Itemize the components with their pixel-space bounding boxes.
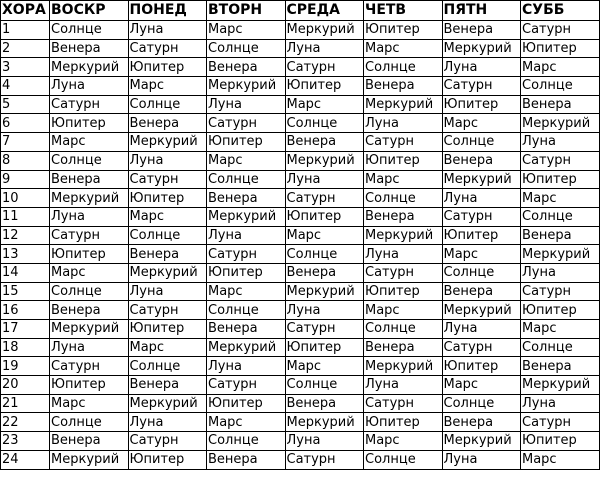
sunday-cell: Венера (50, 39, 129, 58)
tuesday-cell: Сатурн (207, 376, 286, 395)
wednesday-cell: Меркурий (285, 21, 364, 40)
friday-cell: Юпитер (442, 226, 521, 245)
saturday-cell: Юпитер (521, 432, 600, 451)
thursday-cell: Марс (364, 39, 443, 58)
monday-cell: Сатурн (128, 432, 207, 451)
sunday-cell: Солнце (50, 282, 129, 301)
friday-cell: Венера (442, 151, 521, 170)
sunday-cell: Марс (50, 394, 129, 413)
sunday-cell: Сатурн (50, 357, 129, 376)
hora-cell: 15 (1, 282, 50, 301)
monday-cell: Юпитер (128, 189, 207, 208)
monday-cell: Сатурн (128, 301, 207, 320)
saturday-cell: Сатурн (521, 413, 600, 432)
sunday-cell: Сатурн (50, 226, 129, 245)
hora-cell: 7 (1, 133, 50, 152)
saturday-cell: Юпитер (521, 170, 600, 189)
monday-cell: Меркурий (128, 263, 207, 282)
tuesday-cell: Луна (207, 95, 286, 114)
thursday-cell: Сатурн (364, 394, 443, 413)
tuesday-cell: Венера (207, 450, 286, 469)
table-row (1, 114, 600, 133)
table-row (1, 21, 600, 40)
friday-cell: Сатурн (442, 207, 521, 226)
wednesday-cell: Венера (285, 263, 364, 282)
friday-cell: Марс (442, 245, 521, 264)
wednesday-cell: Меркурий (285, 413, 364, 432)
wednesday-cell: Юпитер (285, 77, 364, 96)
monday-cell: Юпитер (128, 450, 207, 469)
table-header (1, 1, 600, 21)
table-row (1, 320, 600, 339)
hora-cell: 12 (1, 226, 50, 245)
hora-cell: 19 (1, 357, 50, 376)
monday-cell: Марс (128, 338, 207, 357)
table-row (1, 338, 600, 357)
saturday-cell: Луна (521, 394, 600, 413)
tuesday-cell: Марс (207, 151, 286, 170)
wednesday-cell: Солнце (285, 114, 364, 133)
header-tuesday: ВТОРН (207, 1, 286, 21)
wednesday-cell: Солнце (285, 245, 364, 264)
friday-cell: Солнце (442, 394, 521, 413)
wednesday-cell: Марс (285, 226, 364, 245)
saturday-cell: Солнце (521, 207, 600, 226)
friday-cell: Луна (442, 450, 521, 469)
sunday-cell: Луна (50, 207, 129, 226)
saturday-cell: Марс (521, 450, 600, 469)
sunday-cell: Венера (50, 432, 129, 451)
wednesday-cell: Меркурий (285, 151, 364, 170)
friday-cell: Луна (442, 320, 521, 339)
sunday-cell: Луна (50, 338, 129, 357)
friday-cell: Венера (442, 413, 521, 432)
monday-cell: Солнце (128, 226, 207, 245)
wednesday-cell: Юпитер (285, 207, 364, 226)
table-row (1, 432, 600, 451)
friday-cell: Марс (442, 376, 521, 395)
table-row (1, 226, 600, 245)
friday-cell: Юпитер (442, 357, 521, 376)
table-body (1, 21, 600, 470)
tuesday-cell: Венера (207, 58, 286, 77)
saturday-cell: Луна (521, 133, 600, 152)
sunday-cell: Меркурий (50, 450, 129, 469)
saturday-cell: Венера (521, 226, 600, 245)
table-row (1, 39, 600, 58)
sunday-cell: Венера (50, 170, 129, 189)
tuesday-cell: Сатурн (207, 114, 286, 133)
hora-cell: 8 (1, 151, 50, 170)
monday-cell: Венера (128, 376, 207, 395)
saturday-cell: Марс (521, 320, 600, 339)
header-friday: ПЯТН (442, 1, 521, 21)
tuesday-cell: Луна (207, 357, 286, 376)
monday-cell: Венера (128, 114, 207, 133)
thursday-cell: Юпитер (364, 282, 443, 301)
tuesday-cell: Меркурий (207, 207, 286, 226)
wednesday-cell: Сатурн (285, 189, 364, 208)
monday-cell: Юпитер (128, 58, 207, 77)
thursday-cell: Юпитер (364, 413, 443, 432)
sunday-cell: Юпитер (50, 114, 129, 133)
thursday-cell: Марс (364, 170, 443, 189)
tuesday-cell: Солнце (207, 432, 286, 451)
monday-cell: Венера (128, 245, 207, 264)
table-row (1, 133, 600, 152)
tuesday-cell: Марс (207, 413, 286, 432)
wednesday-cell: Луна (285, 432, 364, 451)
table-row (1, 245, 600, 264)
tuesday-cell: Юпитер (207, 263, 286, 282)
tuesday-cell: Марс (207, 21, 286, 40)
table-row (1, 151, 600, 170)
sunday-cell: Марс (50, 133, 129, 152)
sunday-cell: Меркурий (50, 58, 129, 77)
table-row (1, 58, 600, 77)
hora-cell: 22 (1, 413, 50, 432)
saturday-cell: Меркурий (521, 376, 600, 395)
friday-cell: Сатурн (442, 338, 521, 357)
friday-cell: Луна (442, 58, 521, 77)
sunday-cell: Солнце (50, 21, 129, 40)
friday-cell: Меркурий (442, 301, 521, 320)
hora-cell: 3 (1, 58, 50, 77)
friday-cell: Луна (442, 189, 521, 208)
wednesday-cell: Луна (285, 301, 364, 320)
monday-cell: Меркурий (128, 133, 207, 152)
monday-cell: Луна (128, 21, 207, 40)
thursday-cell: Венера (364, 338, 443, 357)
friday-cell: Солнце (442, 263, 521, 282)
saturday-cell: Юпитер (521, 301, 600, 320)
table-row (1, 263, 600, 282)
tuesday-cell: Меркурий (207, 77, 286, 96)
table-row (1, 207, 600, 226)
friday-cell: Солнце (442, 133, 521, 152)
table-row (1, 450, 600, 469)
header-thursday: ЧЕТВ (364, 1, 443, 21)
saturday-cell: Солнце (521, 338, 600, 357)
thursday-cell: Луна (364, 114, 443, 133)
monday-cell: Меркурий (128, 394, 207, 413)
thursday-cell: Солнце (364, 450, 443, 469)
saturday-cell: Сатурн (521, 282, 600, 301)
hora-cell: 21 (1, 394, 50, 413)
hora-cell: 9 (1, 170, 50, 189)
saturday-cell: Сатурн (521, 21, 600, 40)
saturday-cell: Меркурий (521, 114, 600, 133)
sunday-cell: Меркурий (50, 320, 129, 339)
friday-cell: Юпитер (442, 95, 521, 114)
tuesday-cell: Юпитер (207, 133, 286, 152)
hora-cell: 11 (1, 207, 50, 226)
hora-cell: 16 (1, 301, 50, 320)
hora-cell: 1 (1, 21, 50, 40)
friday-cell: Венера (442, 21, 521, 40)
sunday-cell: Юпитер (50, 376, 129, 395)
sunday-cell: Луна (50, 77, 129, 96)
table-row (1, 376, 600, 395)
saturday-cell: Венера (521, 95, 600, 114)
sunday-cell: Солнце (50, 413, 129, 432)
table-row (1, 394, 600, 413)
thursday-cell: Меркурий (364, 357, 443, 376)
thursday-cell: Луна (364, 245, 443, 264)
tuesday-cell: Сатурн (207, 245, 286, 264)
thursday-cell: Солнце (364, 320, 443, 339)
thursday-cell: Марс (364, 301, 443, 320)
hora-cell: 6 (1, 114, 50, 133)
sunday-cell: Юпитер (50, 245, 129, 264)
monday-cell: Сатурн (128, 39, 207, 58)
thursday-cell: Марс (364, 432, 443, 451)
wednesday-cell: Венера (285, 394, 364, 413)
saturday-cell: Луна (521, 263, 600, 282)
tuesday-cell: Луна (207, 226, 286, 245)
monday-cell: Луна (128, 413, 207, 432)
wednesday-cell: Сатурн (285, 320, 364, 339)
hora-cell: 10 (1, 189, 50, 208)
table-row (1, 301, 600, 320)
tuesday-cell: Солнце (207, 39, 286, 58)
header-row (1, 1, 600, 21)
hora-cell: 5 (1, 95, 50, 114)
hora-cell: 20 (1, 376, 50, 395)
header-hora: ХОРА (1, 1, 50, 21)
sunday-cell: Марс (50, 263, 129, 282)
monday-cell: Сатурн (128, 170, 207, 189)
wednesday-cell: Меркурий (285, 282, 364, 301)
thursday-cell: Меркурий (364, 95, 443, 114)
header-monday: ПОНЕД (128, 1, 207, 21)
friday-cell: Венера (442, 282, 521, 301)
thursday-cell: Венера (364, 207, 443, 226)
sunday-cell: Солнце (50, 151, 129, 170)
thursday-cell: Сатурн (364, 133, 443, 152)
header-saturday: СУББ (521, 1, 600, 21)
table-row (1, 413, 600, 432)
monday-cell: Юпитер (128, 320, 207, 339)
table-row (1, 189, 600, 208)
wednesday-cell: Сатурн (285, 58, 364, 77)
header-sunday: ВОСКР (50, 1, 129, 21)
monday-cell: Марс (128, 207, 207, 226)
tuesday-cell: Солнце (207, 170, 286, 189)
friday-cell: Меркурий (442, 432, 521, 451)
table-row (1, 95, 600, 114)
saturday-cell: Марс (521, 189, 600, 208)
friday-cell: Сатурн (442, 77, 521, 96)
saturday-cell: Марс (521, 58, 600, 77)
thursday-cell: Солнце (364, 189, 443, 208)
table-row (1, 357, 600, 376)
wednesday-cell: Марс (285, 357, 364, 376)
sunday-cell: Венера (50, 301, 129, 320)
hora-cell: 17 (1, 320, 50, 339)
wednesday-cell: Марс (285, 95, 364, 114)
hora-cell: 14 (1, 263, 50, 282)
monday-cell: Солнце (128, 95, 207, 114)
friday-cell: Марс (442, 114, 521, 133)
header-wednesday: СРЕДА (285, 1, 364, 21)
saturday-cell: Сатурн (521, 151, 600, 170)
wednesday-cell: Юпитер (285, 338, 364, 357)
tuesday-cell: Венера (207, 320, 286, 339)
thursday-cell: Юпитер (364, 151, 443, 170)
hora-cell: 23 (1, 432, 50, 451)
saturday-cell: Меркурий (521, 245, 600, 264)
monday-cell: Луна (128, 151, 207, 170)
monday-cell: Солнце (128, 357, 207, 376)
thursday-cell: Сатурн (364, 263, 443, 282)
thursday-cell: Юпитер (364, 21, 443, 40)
monday-cell: Луна (128, 282, 207, 301)
friday-cell: Меркурий (442, 39, 521, 58)
tuesday-cell: Юпитер (207, 394, 286, 413)
wednesday-cell: Сатурн (285, 450, 364, 469)
sunday-cell: Меркурий (50, 189, 129, 208)
monday-cell: Марс (128, 77, 207, 96)
thursday-cell: Венера (364, 77, 443, 96)
saturday-cell: Солнце (521, 77, 600, 96)
tuesday-cell: Солнце (207, 301, 286, 320)
saturday-cell: Юпитер (521, 39, 600, 58)
hora-cell: 4 (1, 77, 50, 96)
table-row (1, 77, 600, 96)
thursday-cell: Солнце (364, 58, 443, 77)
saturday-cell: Венера (521, 357, 600, 376)
sunday-cell: Сатурн (50, 95, 129, 114)
thursday-cell: Меркурий (364, 226, 443, 245)
table-row (1, 170, 600, 189)
hora-cell: 2 (1, 39, 50, 58)
hora-cell: 24 (1, 450, 50, 469)
hora-cell: 13 (1, 245, 50, 264)
table-row (1, 282, 600, 301)
hora-cell: 18 (1, 338, 50, 357)
friday-cell: Меркурий (442, 170, 521, 189)
wednesday-cell: Солнце (285, 376, 364, 395)
tuesday-cell: Венера (207, 189, 286, 208)
thursday-cell: Луна (364, 376, 443, 395)
wednesday-cell: Луна (285, 170, 364, 189)
tuesday-cell: Марс (207, 282, 286, 301)
wednesday-cell: Луна (285, 39, 364, 58)
tuesday-cell: Меркурий (207, 338, 286, 357)
wednesday-cell: Венера (285, 133, 364, 152)
